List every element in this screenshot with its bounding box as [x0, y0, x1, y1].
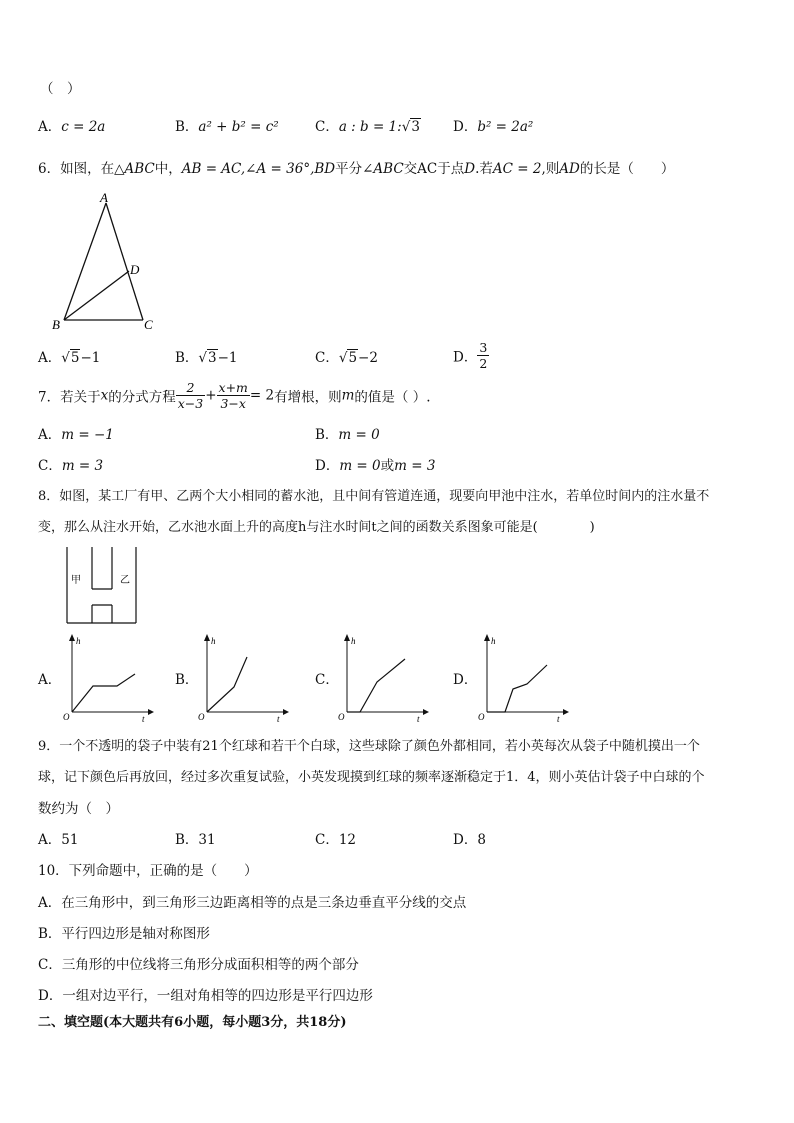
label-B: B [52, 317, 60, 332]
q9-stem-line3: 数约为（ ） [38, 801, 119, 817]
q7-option-d: D．m = 0或m = 3 [315, 458, 436, 474]
q7-option-c: C．m = 3 [38, 458, 104, 474]
q10-option-d: D．一组对边平行，一组对角相等的四边形是平行四边形 [38, 988, 373, 1004]
q10-option-c: C．三角形的中位线将三角形分成面积相等的两个部分 [38, 957, 359, 973]
q8-option-b-label: B． [175, 672, 199, 688]
svg-text:O: O [478, 712, 485, 722]
q10-option-b: B．平行四边形是轴对称图形 [38, 926, 210, 942]
top-paren: （ ） [40, 81, 81, 97]
q5-option-c: C．a : b = 1:√3 [315, 119, 420, 135]
label-A: A [100, 190, 108, 205]
q8-option-c-label: C． [315, 672, 339, 688]
section-heading-fill-in: 二、填空题(本大题共有6小题，每小题3分，共18分) [38, 1015, 347, 1030]
q7-option-b: B．m = 0 [315, 427, 380, 443]
q6-option-b: B．√3−1 [175, 350, 238, 366]
q9-stem-line2: 球，记下颜色后再放回，经过多次重复试验，小英发现摸到红球的频率逐渐稳定于1．4，则小英估计袋子中白球的个 [38, 770, 705, 785]
q6-option-d: D． $\frac{3}{2}$ [453, 340, 488, 371]
q5-option-a: A．c = 2a [38, 119, 106, 135]
q9-option-a: A．51 [38, 832, 79, 848]
svg-text:t: t [142, 714, 145, 724]
svg-text:h: h [351, 636, 356, 646]
tank-left-label: 甲 [71, 575, 81, 586]
q5-option-d: D．b² = 2a² [453, 119, 534, 135]
q8-graph-b [195, 632, 290, 724]
q7-option-a: A．m = −1 [38, 427, 114, 443]
q6-triangle-figure [46, 188, 166, 336]
q5-option-b: B．a² + b² = c² [175, 119, 279, 135]
tank-right-label: 乙 [120, 575, 130, 586]
q8-graph-d [475, 632, 570, 724]
q10-option-a: A．在三角形中，到三角形三边距离相等的点是三条边垂直平分线的交点 [38, 895, 467, 911]
svg-text:t: t [417, 714, 420, 724]
svg-text:h: h [76, 636, 81, 646]
q9-option-b: B．31 [175, 832, 216, 848]
q7-stem: 7．若关于x的分式方程 $\frac{2}{x-3}$ + $\frac{x+m}{3-x}$ = 2有增根，则m的值是（ ）. [38, 380, 431, 411]
q6-option-c: C．√5−2 [315, 350, 378, 366]
label-D: D [130, 262, 140, 277]
q8-stem-line1: 8．如图，某工厂有甲、乙两个大小相同的蓄水池，且中间有管道连通，现要向甲池中注水，若单位时间内的注水量不 [38, 489, 710, 504]
q6-stem: 6．如图，在△ABC中，AB = AC,∠A = 36°,BD平分∠ABC交AC于点D.若AC = 2,则AD的长是（ ） [38, 161, 675, 177]
svg-text:h: h [211, 636, 216, 646]
svg-text:O: O [63, 712, 70, 722]
q8-graph-a [60, 632, 155, 724]
q8-option-d-label: D． [453, 672, 478, 688]
q8-graph-c [335, 632, 430, 724]
svg-text:O: O [198, 712, 205, 722]
q8-tank-figure [62, 545, 142, 627]
svg-text:t: t [557, 714, 560, 724]
q9-option-d: D．8 [453, 832, 486, 848]
q8-option-a-label: A． [38, 672, 62, 688]
q9-option-c: C．12 [315, 832, 357, 848]
svg-text:t: t [277, 714, 280, 724]
q6-option-a: A．√5−1 [38, 350, 101, 366]
q10-stem: 10．下列命题中，正确的是（ ） [38, 863, 258, 879]
svg-text:h: h [491, 636, 496, 646]
label-C: C [144, 317, 153, 332]
q8-stem-line2: 变，那么从注水开始，乙水池水面上升的高度h与注水时间t之间的函数关系图象可能是( ) [38, 520, 595, 535]
svg-text:O: O [338, 712, 345, 722]
q9-stem-line1: 9．一个不透明的袋子中装有21个红球和若干个白球，这些球除了颜色外都相同，若小英每次从袋子中随机摸出一个 [38, 739, 700, 754]
